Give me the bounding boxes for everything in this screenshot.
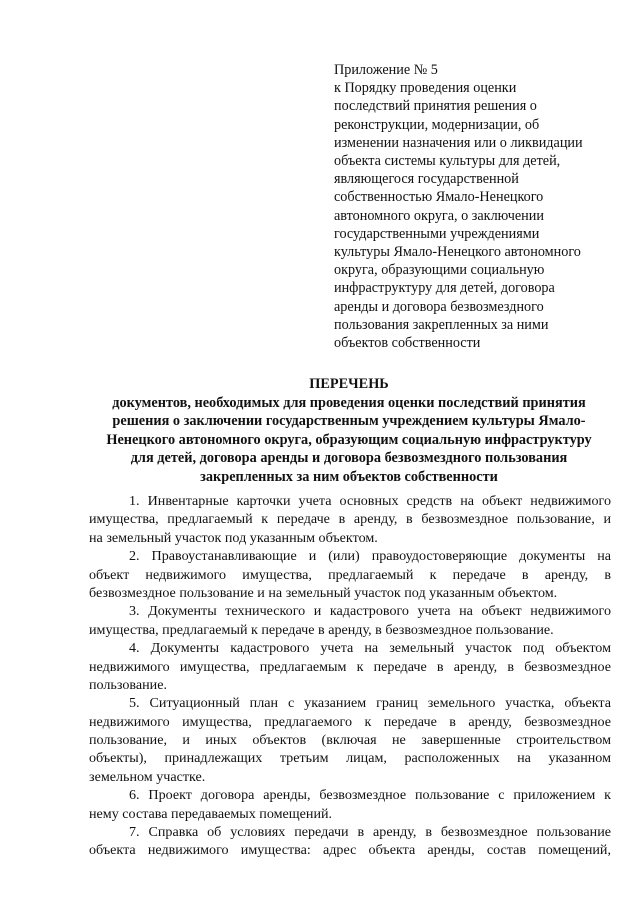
paragraph-line: 3. Документы технического и кадастрового учета на объект недвижимого: [129, 603, 611, 620]
paragraph-line: недвижимого имущества, предлагаемым к передаче в аренду, в безвозмездное: [89, 658, 611, 675]
paragraph-line: объекты), принадлежащих третьим лицам, расположенных на указанном: [89, 750, 611, 767]
paragraph-line: нему состава передаваемых помещений.: [89, 805, 333, 822]
appendix-line: объекта системы культуры для детей,: [334, 153, 561, 170]
heading-line: Ненецкого автономного округа, образующим социальную инфраструктуру: [106, 431, 592, 448]
paragraph-line: объект недвижимого имущества, предлагаемый к передаче в аренду, в: [89, 566, 611, 583]
list-item-5: [89, 694, 611, 786]
appendix-line: культуры Ямало-Ненецкого автономного: [334, 244, 581, 261]
appendix-line: являющегося государственной: [334, 171, 519, 188]
list-item-3: [89, 602, 611, 639]
document-heading: [86, 375, 612, 487]
heading-line: закрепленных за ним объектов собственности: [200, 468, 498, 485]
appendix-line: пользования закрепленных за ними: [334, 316, 549, 333]
appendix-line: государственными учреждениями: [334, 225, 540, 242]
document-list: [89, 492, 611, 860]
appendix-line: инфраструктуру для детей, договора: [334, 280, 555, 297]
paragraph-line: пользование.: [89, 676, 167, 693]
appendix-line: Приложение № 5: [334, 62, 438, 78]
appendix-line: изменении назначения или о ликвидации: [334, 134, 583, 151]
paragraph-line: на земельный участок под указанным объектом.: [89, 529, 378, 546]
appendix-line: аренды и договора безвозмездного: [334, 298, 544, 315]
paragraph-line: недвижимого имущества, предлагаемого к передаче в аренду, безвозмездное: [89, 713, 611, 730]
appendix-line: автономного округа, о заключении: [334, 207, 544, 224]
list-item-2: [89, 547, 611, 602]
appendix-line: округа, образующими социальную: [334, 262, 545, 279]
appendix-line: последствий принятия решения о: [334, 98, 537, 115]
paragraph-line: объекта недвижимого имущества: адрес объекта аренды, состав помещений,: [89, 842, 611, 859]
heading-line: решения о заключении государственным учреждением культуры Ямало-: [112, 413, 586, 430]
heading-title: ПЕРЕЧЕНЬ: [309, 376, 389, 392]
heading-line: документов, необходимых для проведения оценки последствий принятия: [112, 394, 586, 411]
paragraph-line: 2. Правоустанавливающие и (или) правоудостоверяющие документы на: [129, 548, 611, 565]
appendix-line: к Порядку проведения оценки: [334, 80, 517, 97]
paragraph-line: 6. Проект договора аренды, безвозмездное пользование с приложением к: [129, 787, 611, 804]
paragraph-line: безвозмездное пользование и на земельный участок под указанным объектом.: [89, 584, 558, 601]
list-item-4: [89, 639, 611, 694]
appendix-line: реконструкции, модернизации, об: [334, 116, 540, 133]
paragraph-line: имущества, предлагаемый к передаче в аренду, в безвозмездное пользование.: [89, 621, 554, 638]
paragraph-line: имущества, предлагаемый к передаче в аренду, в безвозмездное пользование, и: [89, 511, 611, 528]
appendix-line: объектов собственности: [334, 335, 481, 352]
paragraph-line: 7. Справка об условиях передачи в аренду, в безвозмездное пользование: [129, 824, 611, 841]
list-item-6: [89, 786, 611, 823]
paragraph-line: земельном участке.: [89, 768, 206, 785]
appendix-note: [334, 61, 606, 352]
paragraph-line: 1. Инвентарные карточки учета основных средств на объект недвижимого: [129, 493, 611, 509]
list-item-7: [89, 823, 611, 860]
paragraph-line: пользование, и иных объектов (включая не завершенные строительством: [89, 732, 611, 749]
appendix-line: собственностью Ямало-Ненецкого: [334, 189, 544, 206]
heading-line: для детей, договора аренды и договора безвозмездного пользования: [130, 450, 568, 467]
paragraph-line: 5. Ситуационный план с указанием границ земельного участка, объекта: [129, 695, 611, 712]
paragraph-line: 4. Документы кадастрового учета на земельный участок под объектом: [129, 640, 611, 657]
list-item-1: [89, 492, 611, 547]
